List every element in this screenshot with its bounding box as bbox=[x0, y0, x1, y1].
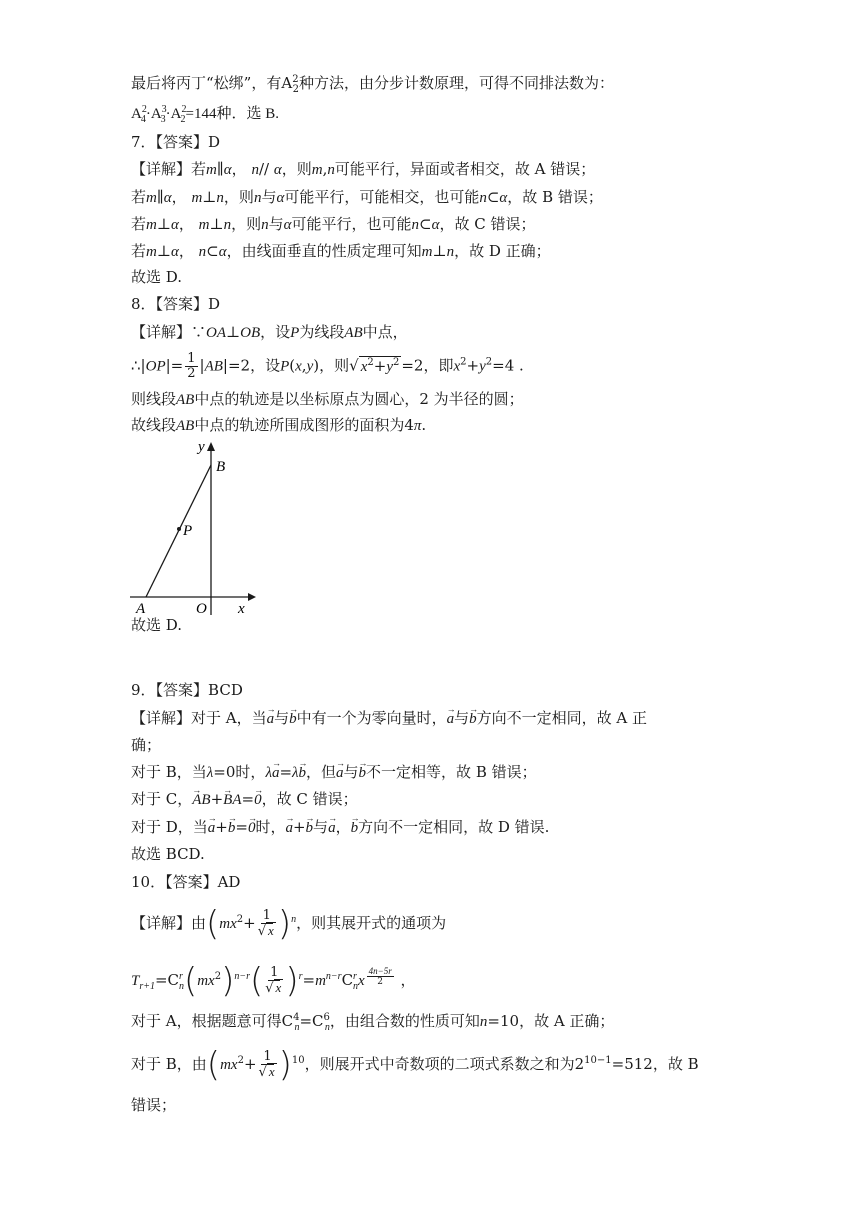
label-a: A bbox=[136, 601, 146, 617]
text-line: 【详解】由($mx^2+$ $\frac{1}{√ x}$ )$^n$，则其展开式的通项为 bbox=[131, 904, 447, 944]
text-line: 确； bbox=[131, 736, 162, 754]
answer-heading: 7．【答案】D bbox=[131, 133, 221, 151]
label-x: x bbox=[238, 601, 245, 617]
text-line: 【详解】若m∥α， n// α，则m,n可能平行，异面或者相交，故 A 错误； bbox=[131, 160, 596, 178]
text-line: 【详解】∵OA⊥OB，设P为线段AB中点， bbox=[131, 323, 408, 341]
text-line: 最后将丙丁“松绑”，有$A^2_2$种方法，由分步计数原理，可得不同排法数为： bbox=[131, 74, 614, 95]
text-line: $A^2_4\cdot A^3_3\cdot A^2_2=144$种．选 B. bbox=[131, 104, 279, 125]
text-line: 故选 D. bbox=[131, 616, 183, 634]
text-line: 对于 B，当λ=0时，λ→ a=λ→ b，但→ a与→ b不一定相等，故 B 错误； bbox=[131, 761, 537, 784]
text-line: $T_{r+1}=C^r_n(mx^2)^{n-r}$( $\frac{1}{√ x}$ )$^r=m^{n-r}C^r_nx$ $^{\frac{4n-5r}{2}}$ ， bbox=[131, 961, 416, 1001]
text-line: 故选 BCD. bbox=[131, 845, 205, 863]
text-line: 则线段AB中点的轨迹是以坐标原点为圆心，2 为半径的圆； bbox=[131, 390, 524, 408]
text-line: 故线段AB中点的轨迹所围成图形的面积为4π. bbox=[131, 416, 427, 434]
text-line: 【详解】对于 A，当→ a与→ b中有一个为零向量时，→ a与→ b方向不一定相同，故 A 正 bbox=[131, 707, 647, 730]
x-axis-arrow-icon bbox=[248, 593, 256, 601]
text-line: 若m∥α， m⊥n，则n与α可能平行，可能相交，也可能n⊂α，故 B 错误； bbox=[131, 188, 603, 206]
label-y: y bbox=[198, 439, 205, 455]
text-line: 错误； bbox=[131, 1096, 177, 1114]
text-line: 对于 C，→ AB+→ BA=→ 0，故 C 错误； bbox=[131, 788, 358, 811]
text-line: 对于 B，由($mx^2+$ $\frac{1}{√ x}$ )$^{10}$，则展开式中奇数项的二项式系数之和为$2^{10-1}=512$，故 B bbox=[131, 1045, 699, 1085]
segment-figure bbox=[128, 437, 258, 617]
segment-ab bbox=[146, 465, 211, 597]
text-line: 对于 D，当→ a+→ b=→ 0时，→ a+→ b与→ a，→ b方向不一定相同，故 D 错误. bbox=[131, 816, 549, 839]
y-axis-arrow-icon bbox=[207, 442, 215, 451]
label-p: P bbox=[183, 523, 193, 539]
midpoint-p bbox=[177, 527, 181, 531]
text-line: 对于 A，根据题意可得$C^4_n=C^6_n$，由组合数的性质可知n=10，故 A 正确； bbox=[131, 1012, 615, 1033]
text-line: 若m⊥α， n⊂α，由线面垂直的性质定理可知m⊥n，故 D 正确； bbox=[131, 242, 551, 260]
label-o: O bbox=[196, 601, 207, 617]
answer-heading: 8．【答案】D bbox=[131, 295, 221, 313]
label-b: B bbox=[216, 459, 226, 475]
answer-heading: 10．【答案】AD bbox=[131, 873, 241, 891]
text-line: 故选 D. bbox=[131, 268, 183, 286]
text-line: 若m⊥α， m⊥n，则n与α可能平行，也可能n⊂α，故 C 错误； bbox=[131, 215, 536, 233]
text-line: ∴|OP|= $\frac{1}{2}$ |AB|=2，设P(x,y)，则√ $x^2+y^2 =2$，即$x^2+y^2=4$ . bbox=[131, 351, 524, 381]
answer-heading: 9．【答案】BCD bbox=[131, 681, 243, 699]
